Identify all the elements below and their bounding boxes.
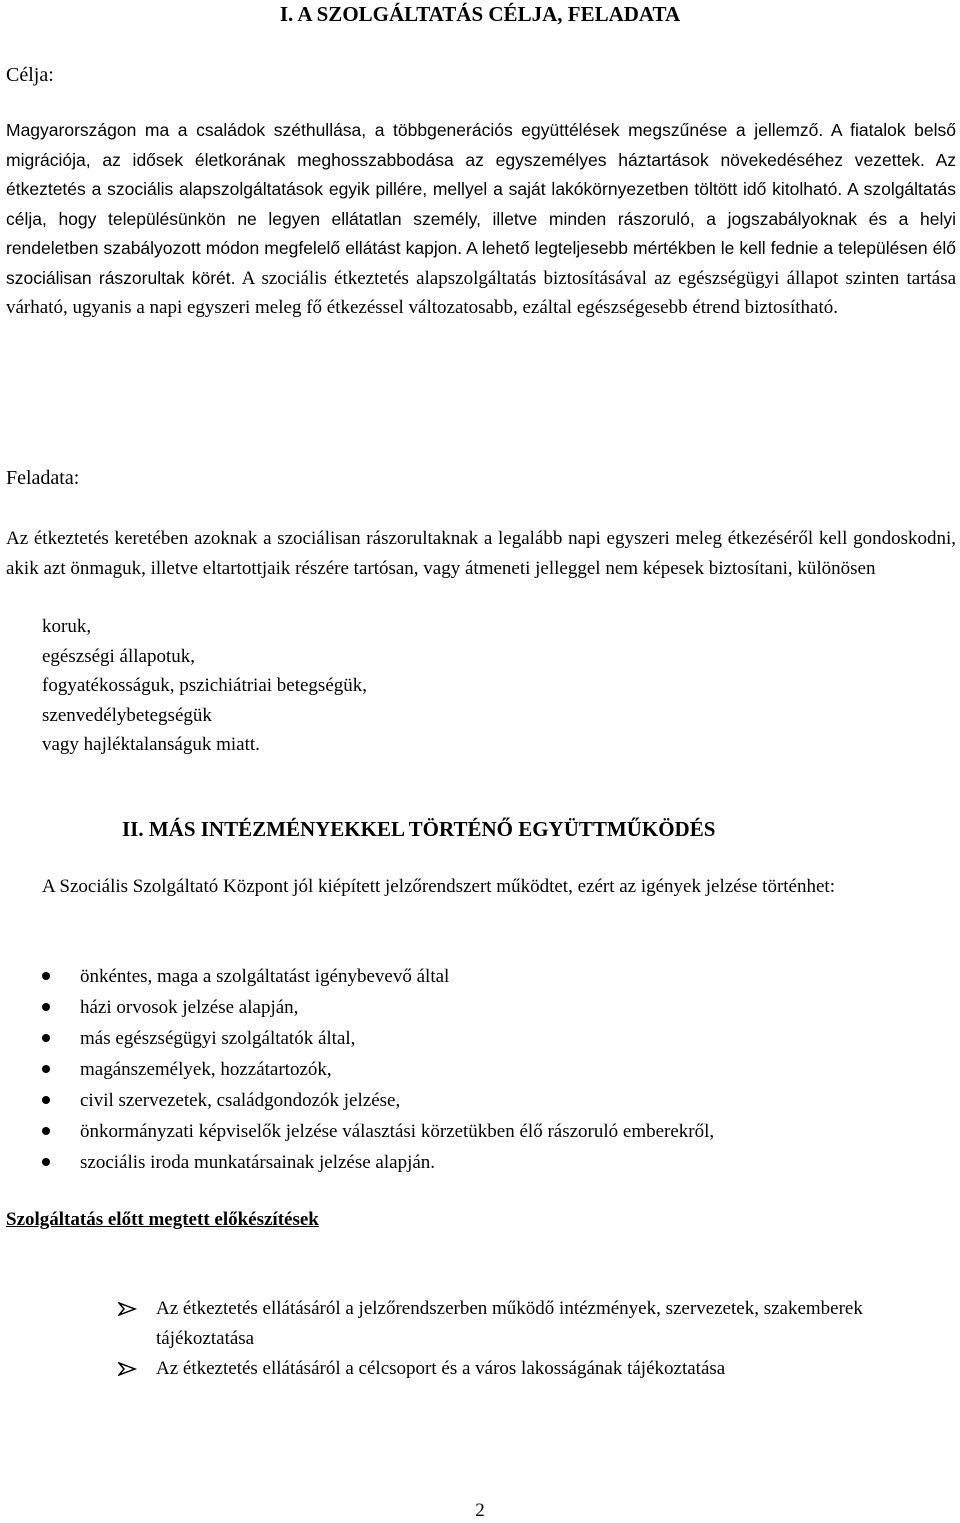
preparations-heading-text: Szolgáltatás előtt megtett előkészítések: [6, 1209, 319, 1230]
list-item-text: önkéntes, maga a szolgáltatást igénybevevő által: [80, 966, 450, 987]
list-item: egészségi állapotuk,: [42, 645, 196, 667]
list-item: [36, 1147, 946, 1178]
list-item: [118, 1294, 958, 1354]
page-number: 2: [475, 1500, 485, 1521]
task-reasons-list: [42, 612, 367, 760]
list-item: [36, 1054, 946, 1085]
list-item-text: más egészségügyi szolgáltatók által,: [80, 1028, 356, 1049]
list-item-text: önkormányzati képviselők jelzése választási körzetükben élő rászoruló emberekről,: [80, 1121, 715, 1142]
list-item-text: Az étkeztetés ellátásáról a jelzőrendszerben működő intézmények, szervezetek, szakemberek tájékoztatása: [156, 1298, 863, 1349]
list-item-text: Az étkeztetés ellátásáról a célcsoport és a város lakosságának tájékoztatása: [156, 1358, 726, 1379]
list-item-text: civil szervezetek, családgondozók jelzése,: [80, 1090, 401, 1111]
section-2-title: II. MÁS INTÉZMÉNYEKKEL TÖRTÉNŐ EGYÜTTMŰKÖDÉS: [122, 817, 716, 841]
list-item: vagy hajléktalanságuk miatt.: [42, 734, 260, 755]
list-item: fogyatékosságuk, pszichiátriai betegségük,: [42, 675, 368, 696]
list-item: [36, 1023, 946, 1054]
bullet-icon: [42, 1034, 50, 1042]
preparations-list: [118, 1294, 958, 1384]
bullet-icon: [42, 1096, 50, 1104]
goal-paragraph: [6, 116, 956, 323]
bullet-icon: [42, 1158, 50, 1166]
goal-paragraph-serif-part: A szociális étkeztetés alapszolgáltatás biztosításával az egészségügyi állapot szinten tartása várható, ugyanis a napi egyszeri meleg fő étkezéssel változatosabb, ezáltal egészségesebb étrend biztosítható.: [6, 267, 957, 318]
bullet-icon: [42, 1065, 50, 1073]
arrow-bullet-icon: [118, 1302, 138, 1316]
section-1-title: I. A SZOLGÁLTATÁS CÉLJA, FELADATA: [279, 2, 681, 26]
goal-paragraph-sans-part: Magyarországon ma a családok széthullása, a többgenerációs együttélések megszűnése a jellemző. A fiatalok belső migrációja, az idősek életkorának meghosszabbodása az egyszemélyes háztartások növekedéséhez vezettek. Az étkeztetés a szociális alapszolgáltatások egyik pillére, mellyel a saját lakókörnyezetben töltött idő kitolható. A szolgáltatás célja, hogy településünkön ne legyen ellátatlan személy, illetve minden rászoruló, a jogszabályoknak és a helyi rendeletben szabályozott módon megfelelő ellátást kapjon. A lehető legteljesebb mértékben le kell fednie a településen élő szociálisan rászorultak körét.: [6, 120, 956, 288]
task-label: Feladata:: [6, 467, 80, 489]
list-item: [36, 961, 946, 992]
signal-sources-list: [36, 961, 946, 1178]
bullet-icon: [42, 1003, 50, 1011]
list-item-text: házi orvosok jelzése alapján,: [80, 997, 299, 1018]
signal-system-intro: A Szociális Szolgáltató Központ jól kiépített jelzőrendszert működtet, ezért az igények jelzése történhet:: [42, 876, 835, 897]
arrow-bullet-icon: [118, 1362, 138, 1376]
bullet-icon: [42, 1127, 50, 1135]
list-item-text: magánszemélyek, hozzátartozók,: [80, 1059, 332, 1080]
list-item: [36, 1116, 946, 1147]
list-item: [36, 992, 946, 1023]
list-item: [118, 1354, 958, 1384]
preparations-heading: [6, 1209, 319, 1231]
list-item: szenvedélybetegségük: [42, 704, 212, 726]
list-item: [36, 1085, 946, 1116]
task-paragraph: Az étkeztetés keretében azoknak a szociálisan rászorultaknak a legalább napi egyszeri meleg étkezéséről kell gondoskodni, akik azt önmaguk, illetve eltartottjaik részére tartósan, vagy átmeneti jelleggel nem képesek biztosítani, különösen: [6, 528, 956, 579]
bullet-icon: [42, 972, 50, 980]
list-item: koruk,: [42, 616, 92, 637]
list-item-text: szociális iroda munkatársainak jelzése alapján.: [80, 1152, 436, 1173]
goal-label: Célja:: [6, 64, 54, 86]
